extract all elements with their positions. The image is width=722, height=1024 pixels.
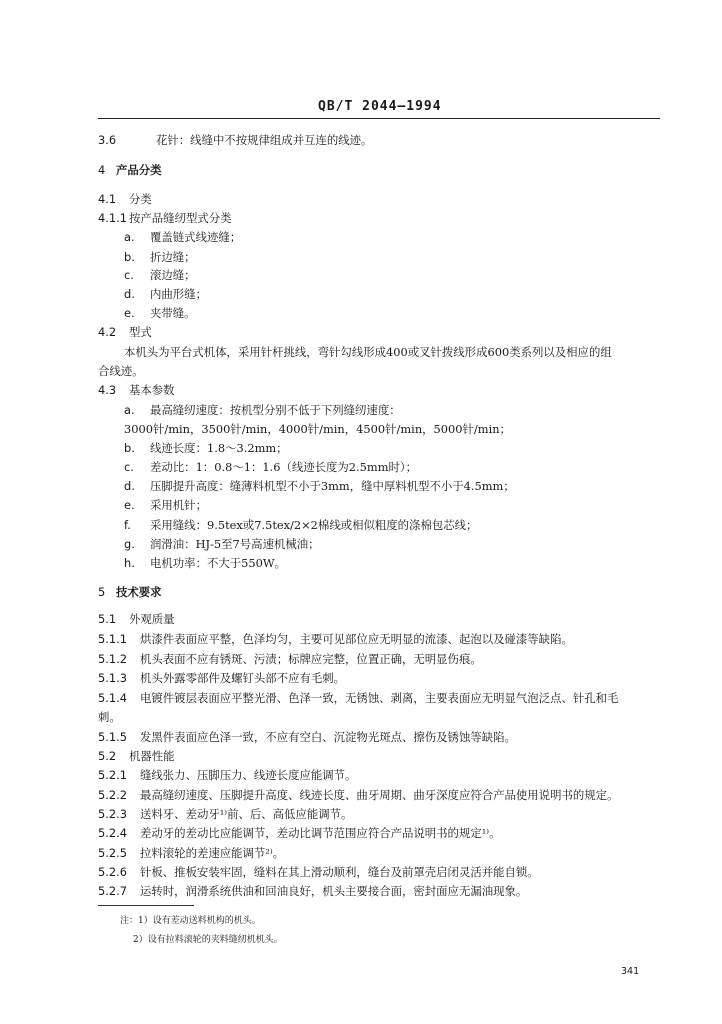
header-rule <box>98 118 660 119</box>
clause-text: 按产品缝纫型式分类 <box>129 211 232 225</box>
clause-text: 运转时，润滑系统供油和回油良好，机头主要接合面，密封面应无漏油现象。 <box>140 884 528 898</box>
clause-number: 5.1.1 <box>98 632 127 646</box>
clause-text: 发黑件表面应色泽一致，不应有空白、沉淀物光斑点、擦伤及锈蚀等缺陷。 <box>140 730 516 744</box>
clause-number: 4.3 <box>98 383 117 397</box>
clause-text: 电镀件镀层表面应平整光滑、色泽一致，无锈蚀、剥离，主要表面应无明显气泡泛点、针孔和毛 <box>140 691 619 705</box>
clause-number: f. <box>124 518 131 532</box>
clause-text: 电机功率：不大于550W。 <box>150 556 286 570</box>
clause-text: 刺。 <box>98 710 121 724</box>
clause-text: 合线迹。 <box>98 364 144 378</box>
clause-text: 润滑油：HJ-5至7号高速机械油； <box>150 537 320 551</box>
clause-number: 4 <box>98 163 106 177</box>
clause-number: e. <box>124 498 135 512</box>
clause-number: 5 <box>98 585 106 599</box>
page-number: 341 <box>621 966 640 977</box>
clause-number: 5.1.5 <box>98 730 127 744</box>
clause-number: c. <box>124 460 134 474</box>
footnote-1: 注：1）设有差动送料机构的机头。 <box>120 916 261 926</box>
clause-number: d. <box>124 479 135 493</box>
clause-text: 分类 <box>129 192 152 206</box>
clause-text: 内曲形缝； <box>150 287 207 301</box>
clause-number: 5.2.3 <box>98 807 127 821</box>
clause-text: 外观质量 <box>129 612 175 626</box>
clause-text: 机头表面不应有锈斑、污渍；标牌应完整，位置正确，无明显伤痕。 <box>140 652 482 666</box>
clause-number: 5.1.4 <box>98 691 127 705</box>
clause-number: 5.1.2 <box>98 652 127 666</box>
clause-text: 差动牙的差动比应能调节，差动比调节范围应符合产品说明书的规定¹⁾。 <box>140 826 501 840</box>
clause-text: 烘漆件表面应平整，色泽均匀，主要可见部位应无明显的流漆、起泡以及碰漆等缺陷。 <box>140 632 573 646</box>
clause-number: 4.2 <box>98 325 117 339</box>
clause-number: a. <box>124 403 135 417</box>
clause-text: 机器性能 <box>129 749 175 763</box>
clause-text: 采用机针； <box>150 498 207 512</box>
clause-text: 型式 <box>129 325 152 339</box>
clause-number: 5.2.4 <box>98 826 127 840</box>
clause-text: 采用缝线：9.5tex或7.5tex/2×2棉线或相似粗度的涤棉包芯线； <box>150 518 478 532</box>
clause-number: b. <box>124 441 135 455</box>
clause-number: e. <box>124 306 135 320</box>
clause-text: 夹带缝。 <box>150 306 196 320</box>
clause-text: 缝线张力、压脚压力、线迹长度应能调节。 <box>140 768 357 782</box>
clause-text: 机头外露零部件及螺钉头部不应有毛刺。 <box>140 671 346 685</box>
clause-number: 5.1.3 <box>98 671 127 685</box>
clause-text: 送料牙、差动牙¹⁾前、后、高低应能调节。 <box>140 807 353 821</box>
clause-text: 线迹长度：1.8～3.2mm； <box>150 441 288 455</box>
clause-number: 4.1.1 <box>98 211 127 225</box>
clause-number: 5.1 <box>98 612 117 626</box>
clause-number: 4.1 <box>98 192 117 206</box>
clause-text: 覆盖链式线迹缝； <box>150 230 242 244</box>
clause-text: 针板、推板安装牢固，缝料在其上滑动顺利，缝台及前罩壳启闭灵活并能自锁。 <box>140 865 539 879</box>
clause-number: 3.6 <box>98 133 117 147</box>
clause-number: 5.2.2 <box>98 788 127 802</box>
clause-text: 滚边缝； <box>150 268 196 282</box>
clause-number: h. <box>124 556 135 570</box>
clause-number: g. <box>124 537 135 551</box>
clause-number: a. <box>124 230 135 244</box>
clause-number: 5.2 <box>98 749 117 763</box>
clause-number: 5.2.7 <box>98 884 127 898</box>
footnote-2: 2）设有拉料滚轮的夹料缝纫机机头。 <box>133 935 283 945</box>
clause-number: 5.2.6 <box>98 865 127 879</box>
standard-header: QB/T 2044—1994 <box>318 99 442 114</box>
clause-text: 最高缝纫速度：按机型分别不低于下列缝纫速度： <box>150 403 401 417</box>
clause-text: 3000针/min，3500针/min，4000针/min，4500针/min，5000针/min； <box>124 422 511 436</box>
clause-text: 技术要求 <box>116 585 162 599</box>
clause-text: 花针：线缝中不按规律组成并互连的线迹。 <box>156 133 373 147</box>
clause-text: 拉料滚轮的差速应能调节²⁾。 <box>140 846 285 860</box>
clause-text: 压脚提升高度：缝薄料机型不小于3mm，缝中厚料机型不小于4.5mm； <box>150 479 515 493</box>
clause-number: b. <box>124 250 135 264</box>
clause-text: 本机头为平台式机体，采用针杆挑线，弯针勾线形成400或叉针拨线形成600类系列以及相应的组 <box>124 345 612 359</box>
clause-text: 产品分类 <box>116 163 162 177</box>
clause-text: 最高缝纫速度、压脚提升高度、线迹长度、曲牙周期、曲牙深度应符合产品使用说明书的规定。 <box>140 788 619 802</box>
footnote-rule <box>98 905 194 906</box>
clause-text: 差动比：1：0.8～1：1.6（线迹长度为2.5mm时）； <box>150 460 417 474</box>
clause-number: d. <box>124 287 135 301</box>
clause-number: 5.2.1 <box>98 768 127 782</box>
clause-number: c. <box>124 268 134 282</box>
clause-text: 折边缝； <box>150 250 196 264</box>
clause-text: 基本参数 <box>129 383 175 397</box>
clause-number: 5.2.5 <box>98 846 127 860</box>
